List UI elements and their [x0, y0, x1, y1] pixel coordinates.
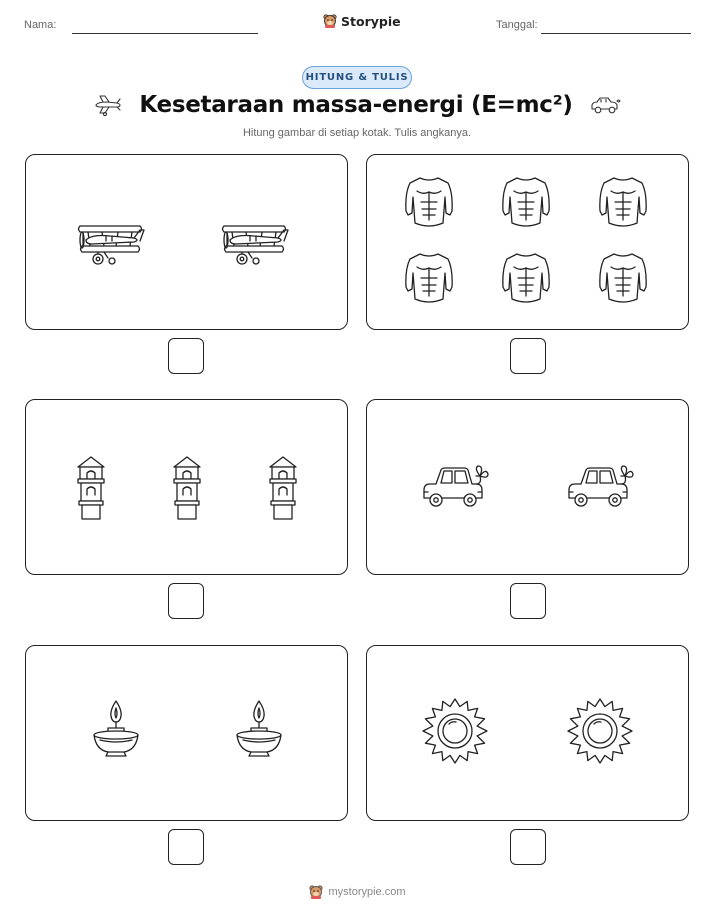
count-box-torso: [366, 154, 689, 330]
category-badge: HITUNG & TULIS: [302, 66, 412, 89]
title-row: [0, 92, 714, 118]
bear-logo-icon: [308, 884, 324, 900]
torso-icon: [600, 178, 646, 226]
oil-lamp-icon: [237, 701, 281, 756]
tower-icon: [174, 457, 200, 519]
date-label: Tanggal:: [496, 19, 538, 31]
count-box-sun: [366, 645, 689, 821]
torso-icon: [503, 178, 549, 226]
toy-car-icon: [589, 93, 621, 117]
page-title: Kesetaraan massa-energi (E=mc²): [139, 92, 573, 118]
count-box-tower: [25, 399, 348, 575]
sun-icon: [568, 699, 632, 763]
answer-box[interactable]: [168, 829, 204, 865]
name-label: Nama:: [24, 19, 57, 31]
answer-box[interactable]: [168, 583, 204, 619]
wind-up-car-icon: [424, 466, 488, 506]
torso-icon: [600, 254, 646, 302]
sun-icon: [423, 699, 487, 763]
airplane-icon: [93, 93, 123, 117]
biplane-icon: [223, 226, 289, 264]
count-box-biplane: [25, 154, 348, 330]
bear-logo-icon: [322, 13, 338, 29]
answer-box[interactable]: [510, 829, 546, 865]
wind-up-car-icon: [569, 466, 633, 506]
count-box-wind-up-car: [366, 399, 689, 575]
count-box-oil-lamp: [25, 645, 348, 821]
footer: [0, 884, 714, 900]
footer-url[interactable]: mystorypie.com: [328, 886, 406, 898]
name-line[interactable]: [72, 33, 258, 34]
date-line[interactable]: [541, 33, 691, 34]
tower-icon: [78, 457, 104, 519]
instructions: Hitung gambar di setiap kotak. Tulis angkanya.: [242, 127, 472, 139]
answer-box[interactable]: [168, 338, 204, 374]
brand-name: Storypie: [341, 13, 401, 29]
biplane-icon: [79, 226, 145, 264]
oil-lamp-icon: [94, 701, 138, 756]
brand-logo: [322, 13, 401, 29]
answer-box[interactable]: [510, 338, 546, 374]
torso-icon: [503, 254, 549, 302]
answer-box[interactable]: [510, 583, 546, 619]
torso-icon: [406, 254, 452, 302]
torso-icon: [406, 178, 452, 226]
tower-icon: [270, 457, 296, 519]
